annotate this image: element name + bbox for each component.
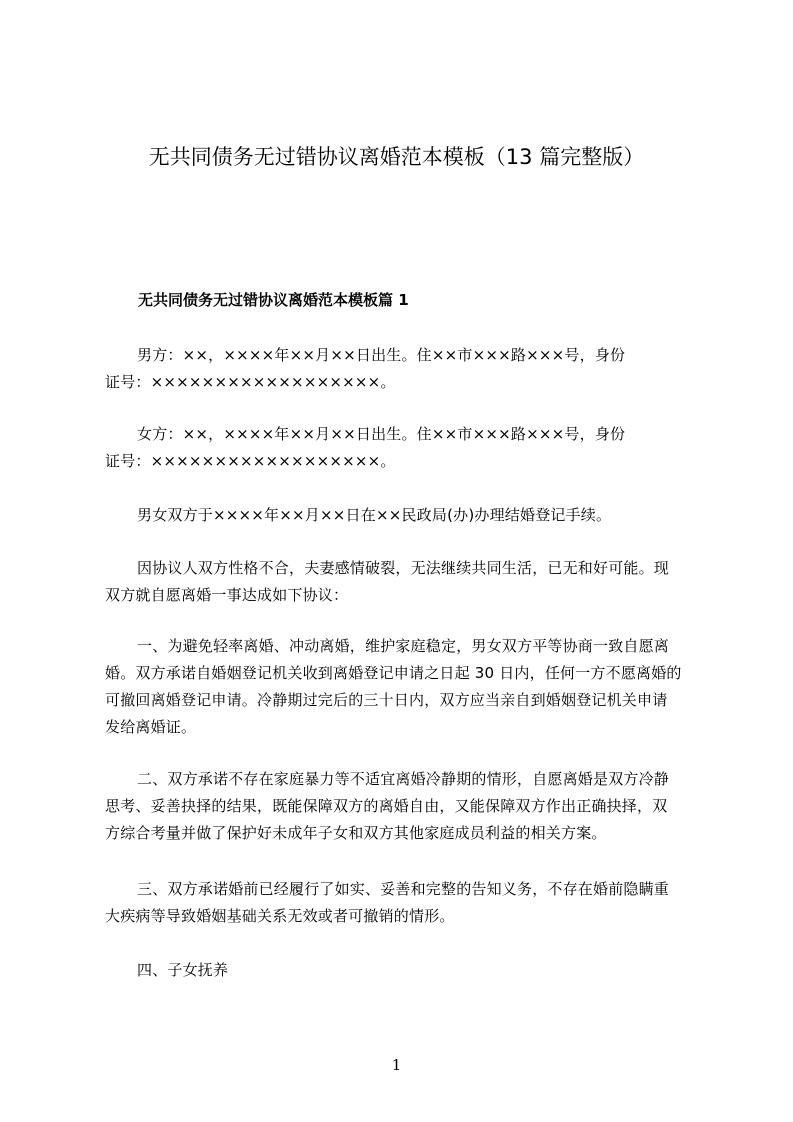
paragraph-line: 男女双方于××××年××月××日在××民政局(办)办理结婚登记手续。 [137, 506, 612, 524]
paragraph-line: 思考、妥善抉择的结果，既能保障双方的离婚自由，又能保障双方作出正确抉择，双 [105, 797, 668, 815]
paragraph-line: 证号：××××××××××××××××××。 [105, 373, 396, 391]
paragraph-line: 大疾病等导致婚姻基础关系无效或者可撤销的情形。 [105, 907, 455, 925]
section-heading: 无共同债务无过错协议离婚范本模板篇 1 [138, 291, 409, 309]
paragraph-clause-2 [105, 766, 701, 847]
paragraph-husband-info [105, 342, 701, 396]
paragraph-line: 因协议人双方性格不合，夫妻感情破裂，无法继续共同生活，已无和好可能。现 [137, 559, 670, 577]
paragraph-marriage-registration [105, 502, 701, 529]
paragraph-line: 可撤回离婚登记申请。冷静期过完后的三十日内，双方应当亲自到婚姻登记机关申请 [105, 691, 668, 709]
paragraph-line: 四、子女抚养 [137, 961, 229, 979]
paragraph-clause-4-heading [105, 957, 701, 984]
paragraph-line: 女方：××，××××年××月××日出生。住××市×××路×××号，身份 [137, 425, 626, 443]
paragraph-line: 婚。双方承诺自婚姻登记机关收到离婚登记申请之日起 30 日内，任何一方不愿离婚的 [105, 664, 682, 682]
paragraph-line: 发给离婚证。 [105, 718, 197, 736]
paragraph-wife-info [105, 421, 701, 475]
paragraph-line: 双方就自愿离婚一事达成如下协议： [105, 586, 349, 604]
document-title: 无共同债务无过错协议离婚范本模板（13 篇完整版） [148, 145, 645, 169]
paragraph-clause-3 [105, 876, 701, 930]
paragraph-clause-1 [105, 633, 701, 741]
paragraph-line: 一、为避免轻率离婚、冲动离婚，维护家庭稳定，男女双方平等协商一致自愿离 [137, 637, 670, 655]
paragraph-line: 二、双方承诺不存在家庭暴力等不适宜离婚冷静期的情形，自愿离婚是双方冷静 [137, 770, 670, 788]
paragraph-line: 证号：××××××××××××××××××。 [105, 452, 396, 470]
paragraph-line: 三、双方承诺婚前已经履行了如实、妥善和完整的告知义务，不存在婚前隐瞒重 [137, 880, 670, 898]
paragraph-divorce-reason [105, 555, 701, 609]
page-number: 1 [391, 1056, 402, 1074]
paragraph-line: 方综合考量并做了保护好未成年子女和双方其他家庭成员利益的相关方案。 [105, 824, 607, 842]
paragraph-line: 男方：××，××××年××月××日出生。住××市×××路×××号，身份 [137, 346, 626, 364]
